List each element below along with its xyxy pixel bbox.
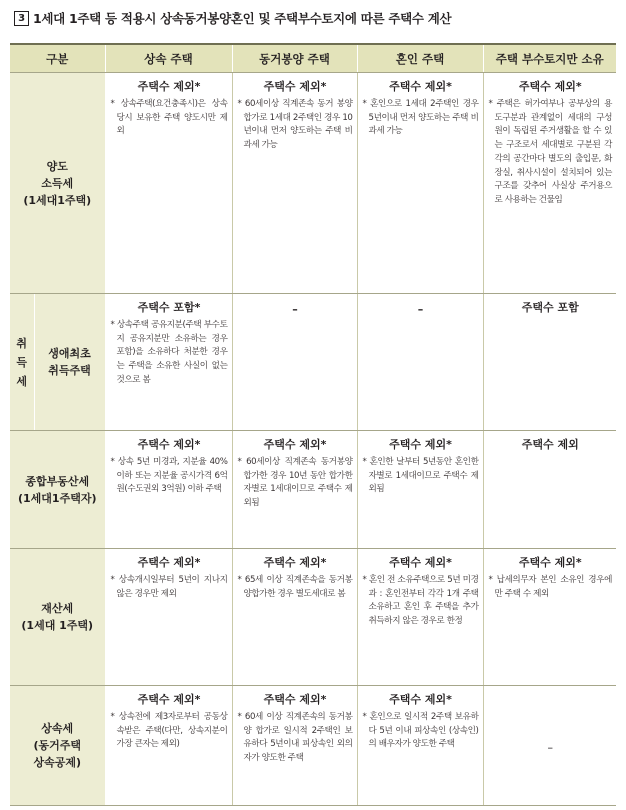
dash: – (547, 740, 553, 754)
cell-note: * 상속주택(요건충족시)은 상속 당시 보유한 주택 양도시만 제외 (110, 99, 228, 137)
cell-heading: 주택수 제외* (137, 693, 201, 706)
category-capital-gains-tax: 양도 소득세 (1세대1주택) (10, 73, 105, 294)
category-comprehensive-property-tax: 종합부동산세 (1세대1주택자) (10, 431, 105, 549)
header-cohabitation-house: 동거봉양 주택 (232, 44, 357, 73)
cell-chwideuk-land-only (483, 294, 616, 431)
header-category: 구분 (10, 44, 105, 73)
cell-yangdo-marriage (357, 73, 483, 294)
category-acquisition-tax: 취 득 세 (10, 294, 34, 431)
dash: – (292, 303, 298, 316)
section-number-box: 3 (14, 11, 29, 26)
cell-note: * 상속주택 공유지분(주택 부수토지 공유지분만 소유하는 경우 포함)을 소유하다 처분한 경우는 주택을 소유한 사실이 없는 것으로 봄 (110, 320, 228, 385)
cell-heading: 주택수 포함* (137, 301, 201, 314)
table-title (14, 7, 451, 29)
cell-chwideuk-marriage (357, 294, 483, 431)
header-inherited-house: 상속 주택 (105, 44, 232, 73)
cell-yangdo-cohabitation (232, 73, 357, 294)
cell-heading: 주택수 제외* (263, 80, 327, 93)
cell-heading: 주택수 제외* (518, 556, 582, 569)
cell-note: * 혼인한 날부터 5년동안 혼인한 자별로 1세대이므로 주택수 제외됨 (362, 457, 479, 495)
dash: – (417, 303, 424, 316)
cell-note: * 상속 5년 미경과, 지분율 40%이하 또는 지분율 공시가격 6억원(수도권외 3억원) 이하 주택 (110, 457, 228, 495)
cell-heading: 주택수 제외* (389, 556, 452, 569)
cell-yangdo-inherited (105, 73, 232, 294)
cell-heading: 주택수 제외* (263, 693, 327, 706)
cell-heading: 주택수 포함 (521, 301, 579, 314)
header-marriage-house: 혼인 주택 (357, 44, 483, 73)
row-acquisition-tax (10, 294, 616, 431)
cell-sangsok-land-only (483, 686, 616, 806)
cell-note: * 상속전에 제3자로부터 공동상속받은 주택(다만, 상속지분이 가장 큰자는 제외) (110, 712, 228, 750)
cell-heading: 주택수 제외* (389, 80, 452, 93)
title-text: 1세대 1주택 등 적용시 상속동거봉양혼인 및 주택부수토지에 따른 주택수 계산 (33, 11, 452, 26)
cell-heading: 주택수 제외* (389, 438, 452, 451)
cell-note: * 혼인 전 소유주택으로 5년 미경과 : 혼인전부터 각각 1개 주택 소유하고 혼인 후 주택을 추가 취득하지 않은 경우로 한정 (362, 575, 479, 627)
header-land-only: 주택 부수토지만 소유 (483, 44, 616, 73)
row-capital-gains-tax (10, 73, 616, 294)
category-inheritance-tax: 상속세 (동거주택 상속공제) (10, 686, 105, 806)
cell-chwideuk-cohabitation (232, 294, 357, 431)
cell-note: * 60세이상 직계존속 동거봉양 합가한 경우 10년 동안 합가한 자별로 1세대이므로 주택수 제외됨 (237, 457, 353, 509)
header-row (10, 44, 616, 73)
cell-heading: 주택수 제외* (263, 556, 327, 569)
cell-note: * 납세의무자 본인 소유인 경우에만 주택 수 제외 (488, 575, 612, 599)
cell-jongbu-cohabitation (232, 431, 357, 549)
cell-yangdo-land-only (483, 73, 616, 294)
cell-jongbu-land-only (483, 431, 616, 549)
cell-note: * 혼인으로 1세대 2주택인 경우 5년이내 먼저 양도하는 주택 비과세 가능 (362, 99, 479, 137)
cell-sangsok-marriage (357, 686, 483, 806)
cell-note: * 60세이상 직계존속 동거 봉양 합가로 1세대 2주택인 경우 10년이내 먼저 양도하는 주택 비과세 가능 (237, 99, 353, 151)
cell-jaesan-marriage (357, 549, 483, 686)
cell-heading: 주택수 제외* (389, 693, 452, 706)
cell-note: * 상속개시일부터 5년이 지나지 않은 경우만 제외 (110, 575, 228, 599)
cell-heading: 주택수 제외* (518, 80, 582, 93)
cell-heading: 주택수 제외* (137, 556, 201, 569)
cell-note: * 65세 이상 직계존속을 동거봉양합가한 경우 별도세대로 봄 (237, 575, 353, 599)
cell-heading: 주택수 제외 (521, 438, 579, 451)
cell-jaesan-inherited (105, 549, 232, 686)
cell-jaesan-cohabitation (232, 549, 357, 686)
cell-heading: 주택수 제외* (263, 438, 327, 451)
cell-sangsok-inherited (105, 686, 232, 806)
row-inheritance-tax (10, 686, 616, 806)
row-property-tax (10, 549, 616, 686)
cell-sangsok-cohabitation (232, 686, 357, 806)
cell-jongbu-inherited (105, 431, 232, 549)
category-property-tax: 재산세 (1세대 1주택) (10, 549, 105, 686)
cell-note: * 60세 이상 직계존속의 동거봉양 합가로 일시적 2주택인 보유하다 5년이내 피상속인 외의 자가 양도한 주택 (237, 712, 353, 764)
cell-heading: 주택수 제외* (137, 438, 201, 451)
cell-note: * 혼인으로 일시적 2주택 보유하다 5년 이내 피상속인 (상속인)의 배우자가 양도한 주택 (362, 712, 479, 750)
cell-jaesan-land-only (483, 549, 616, 686)
housing-count-table (10, 43, 616, 806)
row-comprehensive-property-tax (10, 431, 616, 549)
cell-heading: 주택수 제외* (137, 80, 201, 93)
category-first-home: 생애최초 취득주택 (34, 294, 105, 431)
cell-chwideuk-inherited (105, 294, 232, 431)
cell-note: * 주택은 허가여부나 공부상의 용도구분과 관계없이 세대의 구성원이 독립된 주거생활을 할 수 있는 구조로서 세대별로 구분된 각각의 공간마다 별도의 출입문, 화장실, 취사시설이 설치되어 있는 구조를 갖추어 사실상 주거용으로 사용하는 건물임 (488, 99, 612, 205)
cell-jongbu-marriage (357, 431, 483, 549)
